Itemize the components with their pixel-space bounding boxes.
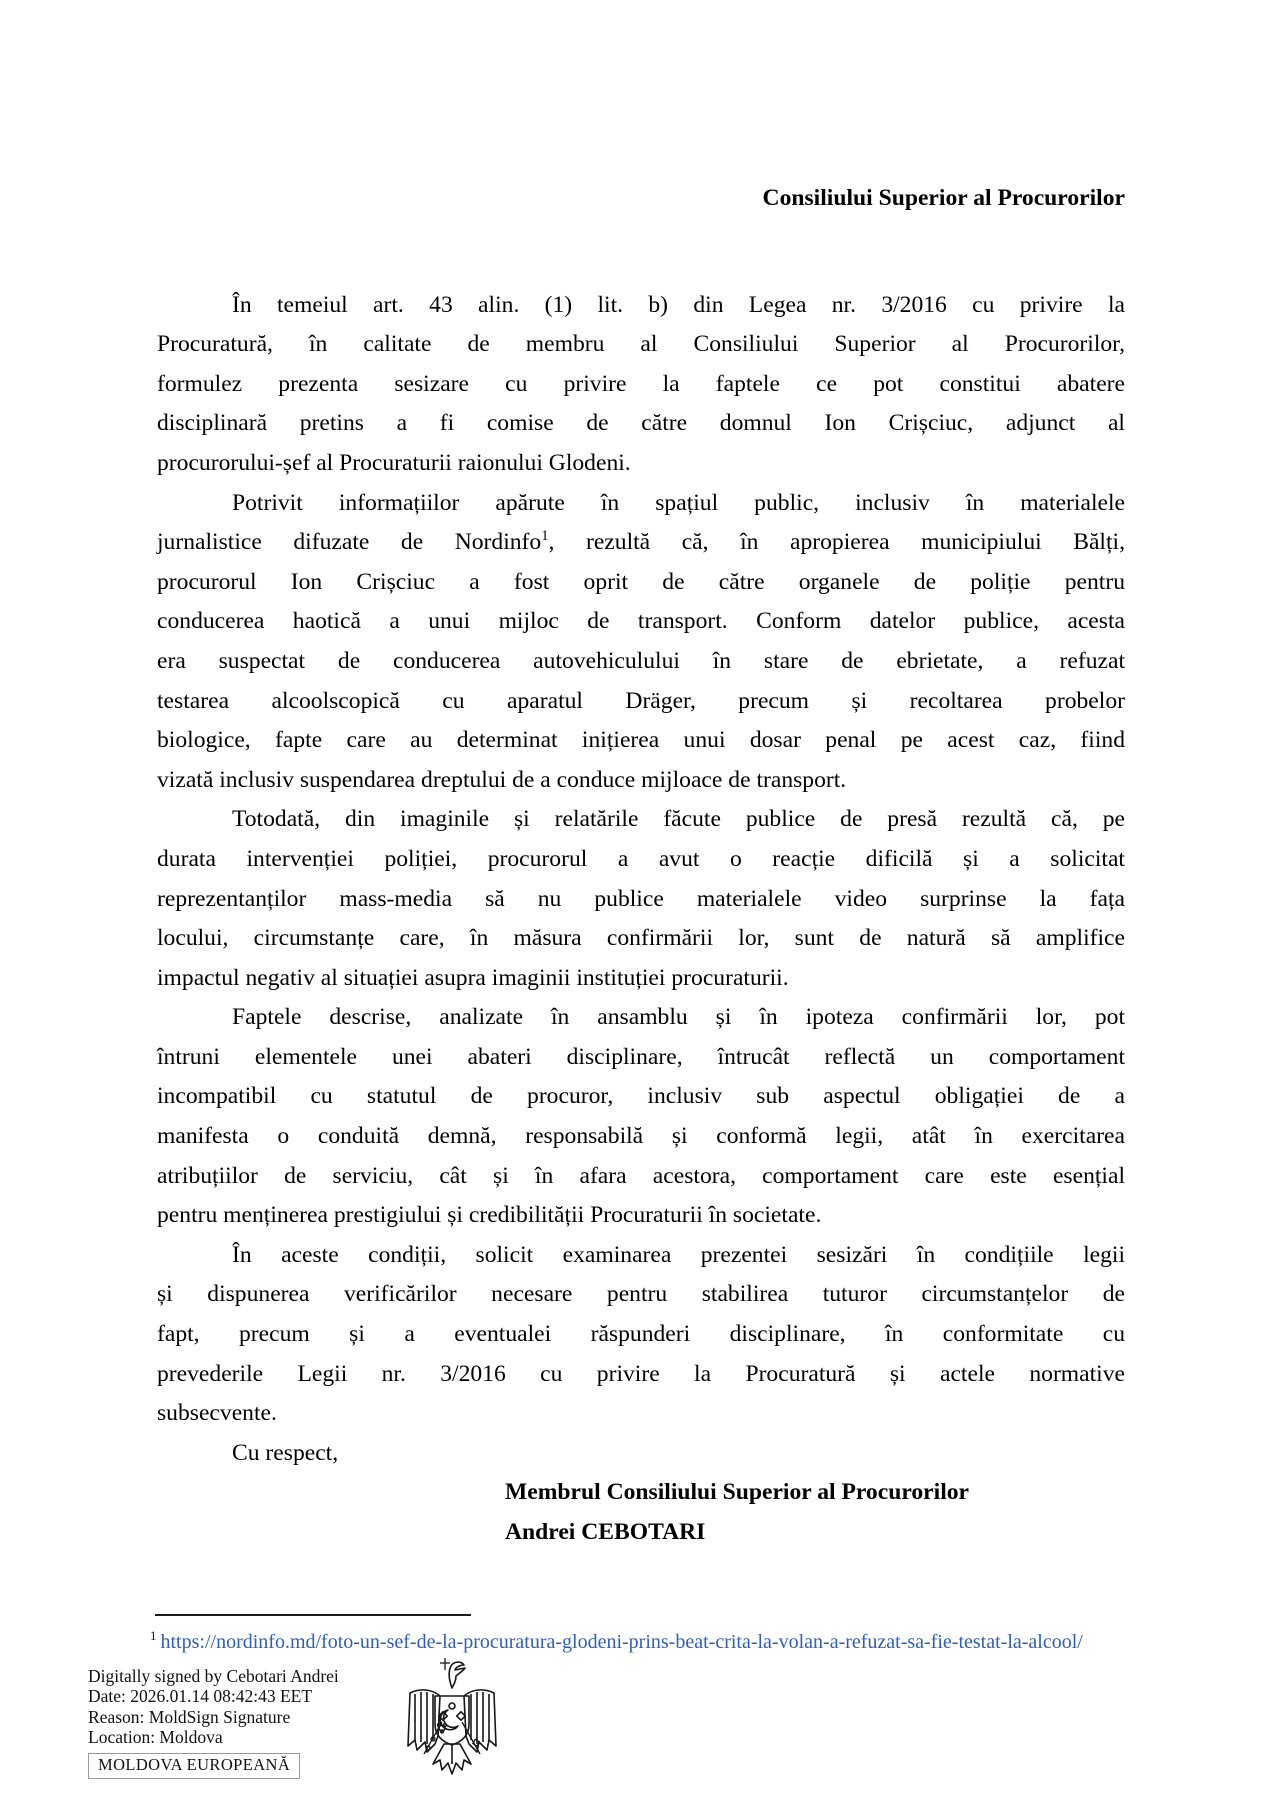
paragraph [157,1434,1125,1474]
body-line: procurorul Ion Crișciuc a fost oprit de către organele de poliție pentru [157,568,1125,595]
body-line: impactul negativ al situației asupra imaginii instituției procuraturii. [157,964,789,991]
moldova-coat-of-arms-icon [404,1656,500,1778]
body-line: reprezentanților mass-media să nu publice materialele video surprinse la fața [157,885,1125,912]
body-line: Procuratură, în calitate de membru al Consiliului Superior al Procurorilor, [157,331,1125,358]
footnote [150,1629,1083,1655]
body-line: Totodată, din imaginile și relatările făcute publice de presă rezultă că, pe [232,806,1125,833]
europeana-stamp: MOLDOVA EUROPEANĂ [88,1753,300,1779]
body-line: atribuțiilor de serviciu, cât și în afara acestora, comportament care este esențial [157,1162,1125,1189]
letter-content [157,179,1125,1553]
body-line: formulez prezenta sesizare cu privire la faptele ce pot constitui abatere [157,370,1125,397]
signature-name-line: Andrei CEBOTARI [505,1519,706,1545]
body-line: vizată inclusiv suspendarea dreptului de a conduce mijloace de transport. [157,766,847,793]
body-line: și dispunerea verificărilor necesare pentru stabilirea tuturor circumstanțelor de [157,1281,1125,1308]
body-line: jurnalistice difuzate de Nordinfo$^1$, rezultă că, în apropierea municipiului Bălți, [157,528,1125,556]
footnote-link[interactable]: https://nordinfo.md/foto-un-sef-de-la-procuratura-glodeni-prins-beat-crita-la-volan-a-refuzat-sa-fie-testat-la-alcool/ [160,1631,1083,1653]
body-line: testarea alcoolscopică cu aparatul Dräger, precum și recoltarea probelor [157,687,1125,714]
body-line: Cu respect, [232,1439,339,1466]
ds-location-line: Location: Moldova [88,1727,223,1748]
signature-role-line: Membrul Consiliului Superior al Procurorilor [505,1479,970,1506]
digital-signature-info [88,1666,339,1779]
paragraph [157,998,1125,1236]
body-line: întruni elementele unei abateri disciplinare, întrucât reflectă un comportament [157,1043,1125,1070]
body-line: disciplinară pretins a fi comise de către domnul Ion Crișciuc, adjunct al [157,410,1125,437]
body-line: În aceste condiții, solicit examinarea prezentei sesizări în condițiile legii [232,1241,1125,1268]
body-line: În temeiul art. 43 alin. (1) lit. b) din Legea nr. 3/2016 cu privire la [232,291,1125,318]
body-line: durata intervenției poliției, procurorul a avut o reacție dificilă și a solicitat [157,845,1125,872]
body-line: Potrivit informațiilor apărute în spațiul public, inclusiv în materialele [232,489,1125,516]
body-line: subsecvente. [157,1400,277,1427]
body-line: prevederile Legii nr. 3/2016 cu privire la Procuratură și actele normative [157,1360,1125,1387]
ds-reason-line: Reason: MoldSign Signature [88,1706,291,1727]
body-line: incompatibil cu statutul de procuror, inclusiv sub aspectul obligației de a [157,1083,1125,1110]
body-line: manifesta o conduită demnă, responsabilă și conformă legii, atât în exercitarea [157,1123,1125,1150]
body-line: procurorului-șef al Procuraturii raionului Glodeni. [157,449,631,476]
paragraph [157,484,1125,801]
paragraph [157,1236,1125,1434]
body-line: locului, circumstanțe care, în măsura confirmării lor, sunt de natură să amplifice [157,925,1125,952]
paragraph [157,800,1125,998]
paragraph [157,286,1125,484]
body-line: fapt, precum și a eventualei răspunderi disciplinare, în conformitate cu [157,1321,1125,1348]
footnote-separator [155,1614,471,1616]
footnote-marker: 1 [150,1628,157,1644]
body-line: era suspectat de conducerea autovehiculului în stare de ebrietate, a refuzat [157,647,1125,674]
ds-signed-by-line: Digitally signed by Cebotari Andrei [88,1666,339,1686]
body-line: conducerea haotică a unui mijloc de transport. Conform datelor publice, acesta [157,608,1125,635]
body-line: Faptele descrise, analizate în ansamblu și în ipoteza confirmării lor, pot [232,1004,1125,1031]
body-paragraphs [157,286,1125,1474]
ds-date-line: Date: 2026.01.14 08:42:43 EET [88,1686,313,1707]
body-line: pentru menținerea prestigiului și credibilității Procuraturii în societate. [157,1202,822,1229]
letter-addressee-title: Consiliului Superior al Procurorilor [762,185,1125,211]
body-line: biologice, fapte care au determinat inițierea unui dosar penal pe acest caz, fiind [157,727,1125,754]
